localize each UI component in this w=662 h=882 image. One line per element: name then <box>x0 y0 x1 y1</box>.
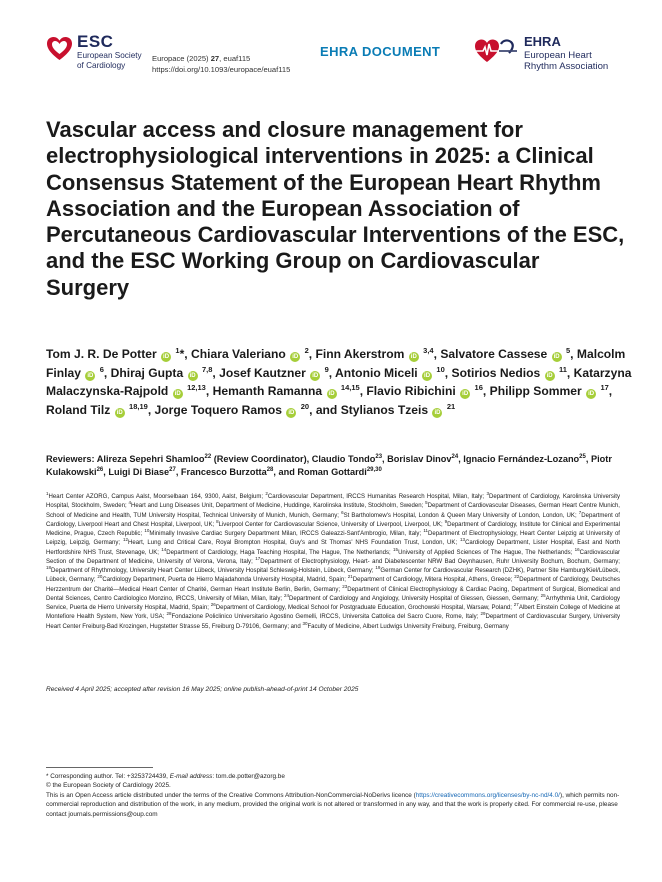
author-name: Finn Akerstrom <box>315 347 405 361</box>
orcid-icon[interactable]: iD <box>163 354 170 360</box>
author-affiliation-ref: 21 <box>446 401 456 411</box>
orcid-icon[interactable]: iD <box>116 409 123 416</box>
affiliation-text: Liverpool Center for Cardiovascular Science, University of Liverpool, Liverpool, UK; <box>218 521 445 528</box>
author-separator: , <box>308 347 316 361</box>
reviewer-separator: , <box>103 466 109 477</box>
author-name: Malcolm Finlay <box>46 347 626 380</box>
reviewer-affiliation-ref: 28 <box>266 466 274 473</box>
affiliation-number: 6 <box>341 509 344 515</box>
author-affiliation-ref: 12,13 <box>187 383 206 393</box>
affiliation-number: 19 <box>375 565 381 571</box>
doi-link[interactable]: https://doi.org/10.1093/europace/euaf115 <box>152 65 291 74</box>
author-affiliation-ref: 14,15 <box>340 383 360 393</box>
author-affiliation-ref: 17 <box>600 383 609 393</box>
author-affiliation-ref: 9 <box>324 364 329 374</box>
ehra-subtitle: European Heart Rhythm Association <box>524 50 609 72</box>
author-list <box>46 345 636 419</box>
affiliation-text: Department of Clinical Electrophysiology & Cardiac Pacing, Department of Surgical, Biomedical and Dental Sciences, Centro Cardiologico Monzino, IRCCS, University of Milan, Milan, Italy; <box>46 586 620 602</box>
author-affiliation-ref: 3,4 <box>423 345 434 355</box>
author-name: Roland Tilz <box>46 402 111 417</box>
affiliation-text: Fondazione Policlinico Universitario Agostino Gemelli, IRCCS, Universita Cattolica del Sacro Cuore, Rome, Italy; <box>171 614 481 621</box>
reviewer-affiliation-ref: 27 <box>169 466 176 473</box>
affiliation-text: Heart and Lung Diseases Unit, Department of Medicine, Huddinge, Karolinska Institute, Stockholm, Sweden; <box>131 503 426 510</box>
esc-name: ESC <box>77 32 114 51</box>
affiliation-number: 26 <box>210 602 216 608</box>
affiliation-number: 1 <box>46 490 49 496</box>
author-separator: , <box>328 365 333 380</box>
reviewers-label: Reviewers: <box>46 454 95 464</box>
affiliation-number: 16 <box>574 546 580 552</box>
paper-title: Vascular access and closure management for electrophysiological interventions in 2025: a Clinical Consensus Statement of the European Heart Rhythm Association and the European Association of Percutaneous Cardiovascular Interventions of the ESC, and the ESC Working Group on Cardiovascular Surgery <box>46 117 625 300</box>
affiliations <box>46 490 621 632</box>
affiliation-number: 12 <box>122 537 128 543</box>
reviewer-separator: , <box>458 454 464 464</box>
reviewer-separator: , and <box>273 466 298 477</box>
reviewer-separator: (Review Coordinator), <box>211 454 312 464</box>
affiliation-number: 9 <box>444 518 448 524</box>
author-name: Jorge Toquero Ramos <box>154 402 282 417</box>
reviewer-name: Ignacio Fernández-Lozano <box>463 454 580 464</box>
affiliation-text: Faculty of Medicine, Albert Ludwigs University Freiburg, Freiburg, Germany <box>307 623 509 630</box>
orcid-icon[interactable]: iD <box>328 391 335 398</box>
author-name: Antonio Miceli <box>335 365 418 380</box>
orcid-icon[interactable]: iD <box>410 354 417 360</box>
affiliation-text: Department of Cardiology, Mitera Hospital, Athens, Greece; <box>352 577 515 584</box>
orcid-icon[interactable]: iD <box>424 372 431 379</box>
author-affiliation-ref: 20 <box>300 401 310 411</box>
affiliation-text: Department of Cardiology, Medical School for Postgraduate Education, Grochowski Hospital, Warsaw, Poland; <box>215 605 514 612</box>
reviewer-affiliation-ref: 25 <box>579 453 586 460</box>
affiliation-number: 14 <box>161 546 167 552</box>
esc-heart-icon <box>46 36 73 62</box>
reviewer-separator: , <box>175 466 181 477</box>
affiliation-number: 29 <box>480 611 486 617</box>
author-name: Josef Kautzner <box>219 365 306 380</box>
author-affiliation-ref: 1 <box>175 345 180 355</box>
affiliation-text: Department of Cardiology, Haga Teaching Hospital, The Hague, The Netherlands; <box>166 549 394 556</box>
affiliation-text: Department of Cardiovascular Diseases, German Heart Centre Munich, School of Medicine and Health, TUM University Hospital, Technical University of Munich, Munich, Germany; <box>46 503 620 519</box>
journal-citation: Europace (2025) 27, euaf115 <box>152 54 251 63</box>
affiliation-number: 13 <box>460 537 466 543</box>
reviewer-name: Claudio Tondo <box>311 454 376 464</box>
affiliation-number: 21 <box>347 574 353 580</box>
author-separator: , <box>212 365 220 380</box>
author-separator: , <box>184 347 192 361</box>
affiliation-number: 23 <box>342 583 348 589</box>
reviewer-affiliation-ref: 24 <box>451 453 459 460</box>
affiliation-number: 30 <box>302 620 308 626</box>
reviewer-affiliation-ref: 23 <box>375 453 383 460</box>
affiliation-number: 25 <box>540 592 546 598</box>
reviewer-name: Luigi Di Biase <box>108 466 170 477</box>
affiliation-text: Cardiology Department, Lister Hospital, East and North Hertfordshire NHS Trust, Stevenage, UK; <box>46 540 621 556</box>
author-separator: , <box>433 347 437 361</box>
reviewer-name: Roman Gottardi <box>297 466 367 477</box>
orcid-icon[interactable]: iD <box>312 372 319 379</box>
affiliation-number: 7 <box>578 509 582 515</box>
orcid-icon[interactable]: iD <box>546 372 553 379</box>
esc-subtitle: European Society of Cardiology <box>77 51 142 70</box>
affiliation-number: 5 <box>425 500 428 506</box>
author-affiliation-ref: 18,19 <box>129 401 148 411</box>
author-affiliation-ref: 11 <box>558 364 567 374</box>
affiliation-text: Cardiovascular Section of the Department of Medicine, University of Verona, Verona, Italy; <box>46 549 620 565</box>
author-name: Chiara Valeriano <box>191 347 286 361</box>
author-separator: , <box>359 384 367 399</box>
citation <box>152 53 290 75</box>
author-affiliation-ref: 10 <box>436 364 445 374</box>
orcid-icon[interactable]: iD <box>553 354 560 360</box>
affiliation-number: 20 <box>97 574 103 580</box>
copyright: © the European Society of Cardiology 2025. <box>46 782 171 790</box>
author-affiliation-ref: 7,8 <box>201 364 213 374</box>
author-name: Katarzyna Malaczynska-Rajpold <box>46 365 632 399</box>
orcid-icon[interactable]: iD <box>462 391 469 398</box>
affiliation-text: Department of Rhythmology, University Heart Center Lübeck, University Hospital Schleswig-Holstein, Lübeck, Germany; <box>51 568 376 575</box>
author-name: Sotirios Nedios <box>451 365 541 380</box>
author-separator: , <box>608 384 613 399</box>
author-affiliation-ref: 16 <box>474 383 483 393</box>
orcid-icon[interactable]: iD <box>174 391 181 398</box>
orcid-icon[interactable]: iD <box>189 372 196 379</box>
affiliation-number: 28 <box>166 611 172 617</box>
received-dates: Received 4 April 2025; accepted after revision 16 May 2025; online publish-ahead-of-print 14 October 2025 <box>46 686 359 693</box>
orcid-icon[interactable]: iD <box>288 409 295 416</box>
footnotes <box>46 772 622 819</box>
reviewer-list <box>46 453 626 478</box>
affiliation-text: Department of Electrophysiology, Heart- and Diabetescenter NRW Bad Oeynhausen, Ruhr University Bochum, Bochum, Germany; <box>260 558 620 565</box>
author-separator: , <box>103 365 111 380</box>
affiliation-text: Arrhythmia Unit, Cardiology Service, Puerta de Hierro University Hospital, Madrid, Spain; <box>46 595 620 612</box>
affiliation-text: Cardiology Department, Puerta de Hierro Majadahonda University Hospital, Madrid, Spain; <box>102 577 348 584</box>
affiliation-text: German Center for Cardiovascular Research (DZHK), Partner Site Hamburg/Kiel/Lübeck, Lübeck, Germany; <box>46 568 620 584</box>
affiliation-text: Department of Cardiology, Liverpool Heart and Chest Hospital, Liverpool, UK; <box>46 512 620 528</box>
license-link[interactable]: https://creativecommons.org/licenses/by-nc-nd/4.0/ <box>415 791 560 799</box>
author-separator: , <box>444 365 452 380</box>
reviewer-separator: , <box>585 454 591 464</box>
page-header <box>0 0 662 95</box>
orcid-icon[interactable]: iD <box>87 372 94 379</box>
affiliation-number: 27 <box>513 602 519 608</box>
affiliation-text: St Bartholomew's Hospital, London & Queen Mary University of London, London, UK; <box>343 512 579 519</box>
license: This is an Open Access article distributed under the terms of the Creative Commons Attribution-NonCommercial-NoDerivs licence (https://creativecommons.org/licenses/by-nc-nd/4.0/), which permits non-commercial reproduction and distribution of the work, in any medium, provided the original work is not altered or transformed in any way, and that the work is properly cited. For commercial re-use, please contact journals.permissions@oup.com <box>46 791 620 818</box>
ehra-heart-icon <box>474 38 518 64</box>
affiliation-text: Department of Electrophysiology, Heart Center Leipzig at University of Leipzig, Leipzig, Germany; <box>46 531 620 547</box>
affiliation-text: Albert Einstein College of Medicine at Montefiore Health System, New York, USA; <box>46 605 620 621</box>
affiliation-text: Department of Cardiology, Deutsches Herzzentrum der Charité—Medical Heart Center of Charité, German Heart Institute Berlin, Berlin, Germany; <box>46 577 620 593</box>
reviewer-separator: , <box>382 454 388 464</box>
reviewer-name: Francesco Burzotta <box>180 466 267 477</box>
author-name: Flavio Ribichini <box>366 384 456 399</box>
orcid-icon[interactable]: iD <box>434 409 441 416</box>
author-name: Stylianos Tzeis <box>340 402 429 417</box>
corresponding-author: * Corresponding author. Tel: +3253724439, E-mail address: tom.de.potter@azorg.be <box>46 773 285 780</box>
reviewer-name: Alireza Sepehri Shamloo <box>96 454 205 464</box>
author-separator: , <box>570 347 577 361</box>
affiliation-number: 10 <box>144 528 150 534</box>
author-separator: , and <box>309 402 341 417</box>
affiliation-number: 11 <box>423 528 429 534</box>
author-separator: , <box>205 384 210 399</box>
affiliation-text: Department of Cardiology, Karolinska University Hospital, Stockholm, Sweden; <box>46 494 620 510</box>
affiliation-number: 3 <box>486 490 489 496</box>
footnote-divider <box>46 767 153 768</box>
affiliation-number: 2 <box>265 490 268 496</box>
reviewer-name: Borislav Dinov <box>387 454 452 464</box>
affiliation-text: Department of Cardiology and Angiology, University Hospital of Giessen, Giessen, Germany; <box>288 595 541 602</box>
affiliation-text: Heart Center AZORG, Campus Aalst, Moorselbaan 164, 9300, Aalst, Belgium; <box>48 494 266 500</box>
affiliation-text: Department of Cardiovascular Surgery, University Heart Center Freiburg-Bad Krozingen, Hugstetter Strasse 55, Freiburg D-79106, Germany; and <box>46 614 620 630</box>
author-separator: , <box>566 365 574 380</box>
author-affiliation-ref: 2 <box>304 345 309 355</box>
reviewer-affiliation-ref: 26 <box>96 466 104 473</box>
reviewer-name: Piotr Kulakowski <box>46 454 612 477</box>
affiliation-text: Department of Cardiology, Institute for Clinical and Experimental Medicine, Prague, Czech Republic; <box>46 521 620 538</box>
ehra-name: EHRA <box>524 34 561 49</box>
affiliation-number: 18 <box>46 565 52 571</box>
orcid-icon[interactable]: iD <box>292 354 299 360</box>
affiliation-text: Minimally Invasive Cardiac Surgery Department Milan, IRCCS Galeazzi-Sant'Ambrogio, Milan, Italy; <box>149 531 424 538</box>
reviewer-affiliation-ref: 22 <box>204 453 212 460</box>
author-name: Salvatore Cassese <box>440 347 548 361</box>
orcid-icon[interactable]: iD <box>588 391 595 398</box>
author-name: Philipp Sommer <box>489 384 582 399</box>
affiliation-number: 22 <box>514 574 520 580</box>
corresponding-mark: * <box>179 347 185 361</box>
affiliation-text: Heart, Lung and Critical Care, Royal Brompton Hospital, Guy's and St Thomas' NHS Foundation Trust, London, UK; <box>128 540 461 547</box>
author-name: Dhiraj Gupta <box>110 365 184 380</box>
affiliation-number: 8 <box>216 518 219 524</box>
author-separator: , <box>482 384 490 399</box>
author-name: Tom J. R. De Potter <box>46 347 157 361</box>
author-affiliation-ref: 6 <box>99 364 104 374</box>
affiliation-number: 17 <box>255 555 261 561</box>
document-type: EHRA DOCUMENT <box>320 44 441 59</box>
reviewer-affiliation-ref: 29,30 <box>366 466 382 473</box>
affiliation-number: 24 <box>283 592 289 598</box>
affiliation-text: University of Applied Sciences of The Hague, The Netherlands; <box>398 549 575 556</box>
affiliation-number: 4 <box>128 500 131 506</box>
author-name: Hemanth Ramanna <box>212 384 323 399</box>
author-separator: , <box>147 402 155 417</box>
affiliation-number: 15 <box>393 546 399 552</box>
author-affiliation-ref: 5 <box>566 345 571 355</box>
affiliation-text: Cardiovascular Department, IRCCS Humanitas Research Hospital, Milan, Italy; <box>267 494 487 500</box>
